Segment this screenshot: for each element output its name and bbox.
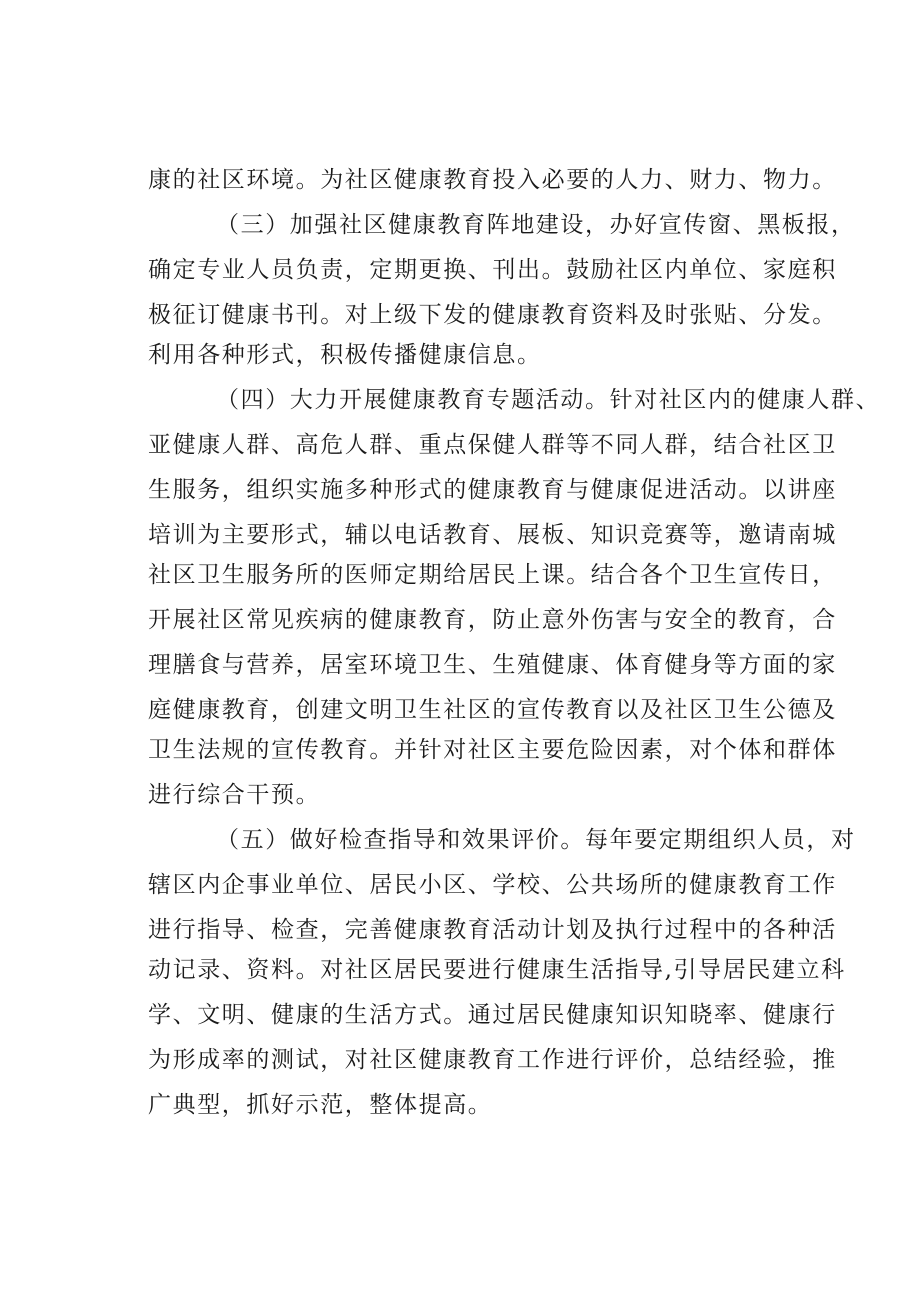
paragraph-3-first-line: （三）加强社区健康教育阵地建设，办好宣传窗、黑板报，: [216, 212, 856, 238]
text-line: 社区卫生服务所的医师定期给居民上课。结合各个卫生宣传日，: [148, 562, 837, 588]
text-line: 动记录、资料。对社区居民要进行健康生活指导,引导居民建立科: [148, 957, 846, 983]
text-line: 广典型，抓好示范，整体提高。: [148, 1092, 493, 1118]
text-line: 卫生法规的宣传教育。并针对社区主要危险因素，对个体和群体: [148, 737, 837, 763]
text-line: 极征订健康书刊。对上级下发的健康教育资料及时张贴、分发。: [148, 302, 837, 328]
text-line: 庭健康教育，创建文明卫生社区的宣传教育以及社区卫生公德及: [148, 697, 837, 723]
paragraph-5-first-line: （五）做好检查指导和效果评价。每年要定期组织人员，对: [216, 827, 856, 853]
text-line: 理膳食与营养，居室环境卫生、生殖健康、体育健身等方面的家: [148, 652, 837, 678]
text-line: 亚健康人群、高危人群、重点保健人群等不同人群，结合社区卫: [148, 432, 837, 458]
text-line: 开展社区常见疾病的健康教育，防止意外伤害与安全的教育，合: [148, 607, 837, 633]
text-line: 进行指导、检查，完善健康教育活动计划及执行过程中的各种活: [148, 917, 837, 943]
text-line: 培训为主要形式，辅以电话教育、展板、知识竞赛等，邀请南城: [148, 522, 837, 548]
text-line: 进行综合干预。: [148, 782, 321, 808]
text-line: 生服务，组织实施多种形式的健康教育与健康促进活动。以讲座: [148, 477, 837, 503]
text-line: 为形成率的测试，对社区健康教育工作进行评价，总结经验，推: [148, 1047, 837, 1073]
paragraph-4-first-line: （四）大力开展健康教育专题活动。针对社区内的健康人群、: [216, 387, 881, 413]
text-line: 康的社区环境。为社区健康教育投入必要的人力、财力、物力。: [148, 167, 837, 193]
text-line: 学、文明、健康的生活方式。通过居民健康知识知晓率、健康行: [148, 1002, 837, 1028]
text-line: 利用各种形式，积极传播健康信息。: [148, 342, 542, 368]
text-line: 确定专业人员负责，定期更换、刊出。鼓励社区内单位、家庭积: [148, 257, 837, 283]
text-line: 辖区内企事业单位、居民小区、学校、公共场所的健康教育工作: [148, 872, 837, 898]
